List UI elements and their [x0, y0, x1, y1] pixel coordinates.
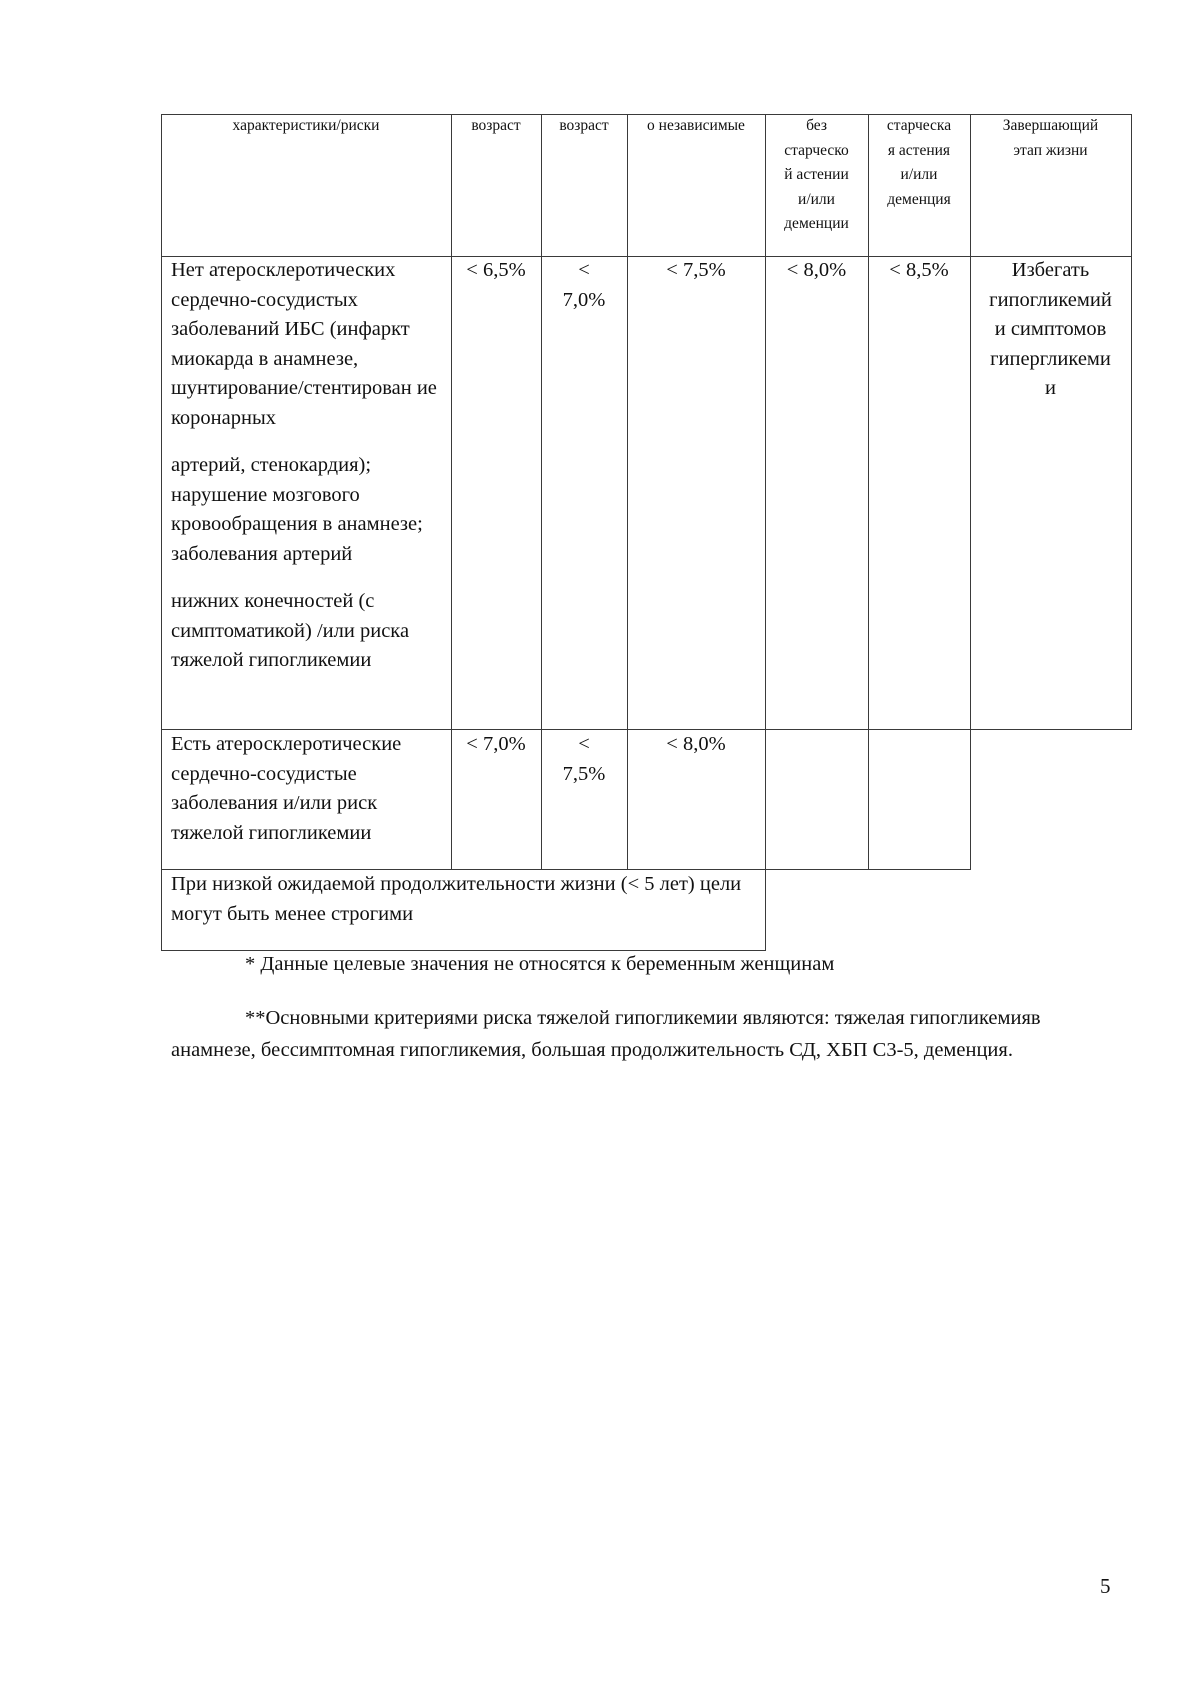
- header-age-1: возраст: [471, 117, 521, 134]
- header-end-of-life: Завершающий этап жизни: [1002, 117, 1099, 159]
- row1-age2-value: < 7,0%: [562, 259, 606, 311]
- row1-no-frailty-value: < 8,0%: [786, 259, 847, 281]
- row2-age1-value: < 7,0%: [466, 733, 526, 755]
- footer-row-note: При низкой ожидаемой продолжительности жизни (< 5 лет) цели могут быть менее строгими: [171, 873, 742, 925]
- row1-frailty-value: < 8,5%: [889, 259, 949, 281]
- header-no-frailty: без старческо й астении и/или деменции: [784, 117, 849, 232]
- header-characteristics: характеристики/риски: [232, 117, 380, 134]
- row1-label: Нет атеросклеротических сердечно-сосудистых заболеваний ИБС (инфаркт миокарда в анамнезе, шунтирование/стентирован ие коронарных артерий, стенокардия); нарушение мозгового кровообращения в анамнезе; заболевания артерий нижних конечностей (с симптоматикой) /или риска тяжелой гипогликемии: [171, 259, 437, 671]
- row2-label: Есть атеросклеротические сердечно-сосудистые заболевания и/или риск тяжелой гипогликемии: [171, 733, 402, 844]
- header-independent: о независимые: [647, 117, 745, 134]
- row2-age2-value: < 7,5%: [562, 733, 606, 785]
- header-frailty: старческа я астения и/или деменция: [886, 117, 952, 208]
- row2-independent-value: < 8,0%: [666, 733, 726, 755]
- row1-age1-value: < 6,5%: [466, 259, 526, 281]
- row1-end-of-life-value: Избегать гипогликемий и симптомов гипергликеми и: [989, 259, 1112, 399]
- note-pregnancy: * Данные целевые значения не относятся к беременным женщинам: [245, 953, 835, 975]
- header-age-2: возраст: [559, 117, 609, 134]
- row1-independent-value: < 7,5%: [666, 259, 726, 281]
- note-hypoglycemia-criteria: **Основными критериями риска тяжелой гипогликемии являются: тяжелая гипогликемияв анамнезе, бессимптомная гипогликемия, большая продолжительность СД, ХБП С3-5, деменция.: [171, 1007, 1041, 1061]
- page-number: 5: [1100, 1574, 1111, 1598]
